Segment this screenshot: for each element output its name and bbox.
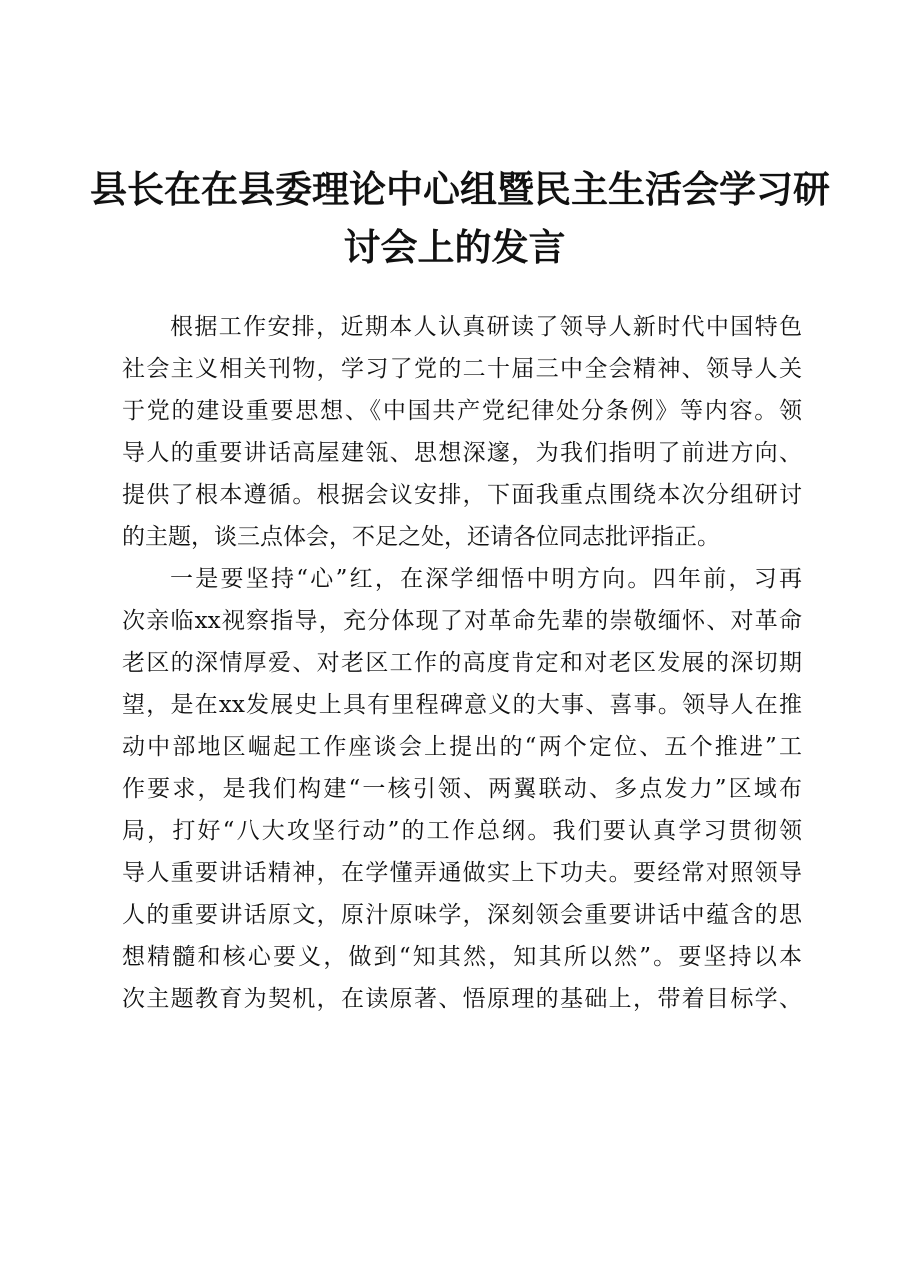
text-line: 作要求，是我们构建“一核引领、两翼联动、多点发力”区域布 [122,776,802,802]
paragraph-point-one [122,558,802,1020]
document-body [122,306,802,1020]
text-line: 望，是在xx发展史上具有里程碑意义的大事、喜事。领导人在推 [122,692,802,718]
text-line: 动中部地区崛起工作座谈会上提出的“两个定位、五个推进”工 [122,734,802,760]
document-title [90,160,830,276]
text-line: 老区的深情厚爱、对老区工作的高度肯定和对老区发展的深切期 [122,650,802,676]
title-line: 县长在在县委理论中心组暨民主生活会学习研 [90,167,830,211]
text-line: 导人的重要讲话高屋建瓴、思想深邃，为我们指明了前进方向、 [122,440,802,466]
title-line: 讨会上的发言 [343,225,566,269]
text-line: 根据工作安排，近期本人认真研读了领导人新时代中国特色 [170,314,802,340]
text-line: 社会主义相关刊物，学习了党的二十届三中全会精神、领导人关 [122,356,802,382]
text-line: 的主题，谈三点体会，不足之处，还请各位同志批评指正。 [122,524,720,550]
text-line: 于党的建设重要思想、《中国共产党纪律处分条例》等内容。领 [122,398,802,424]
text-line: 导人重要讲话精神，在学懂弄通做实上下功夫。要经常对照领导 [122,860,802,886]
paragraph-intro [122,306,802,558]
text-line: 次主题教育为契机，在读原著、悟原理的基础上，带着目标学、 [122,986,802,1012]
text-line: 人的重要讲话原文，原汁原味学，深刻领会重要讲话中蕴含的思 [122,902,802,928]
text-line: 局，打好“八大攻坚行动”的工作总纲。我们要认真学习贯彻领 [122,818,802,844]
text-line: 一是要坚持“心”红，在深学细悟中明方向。四年前，习再 [170,566,802,592]
text-line: 想精髓和核心要义，做到“知其然，知其所以然”。要坚持以本 [122,944,802,970]
text-line: 提供了根本遵循。根据会议安排，下面我重点围绕本次分组研讨 [122,482,802,508]
text-line: 次亲临xx视察指导，充分体现了对革命先辈的崇敬缅怀、对革命 [122,608,802,634]
